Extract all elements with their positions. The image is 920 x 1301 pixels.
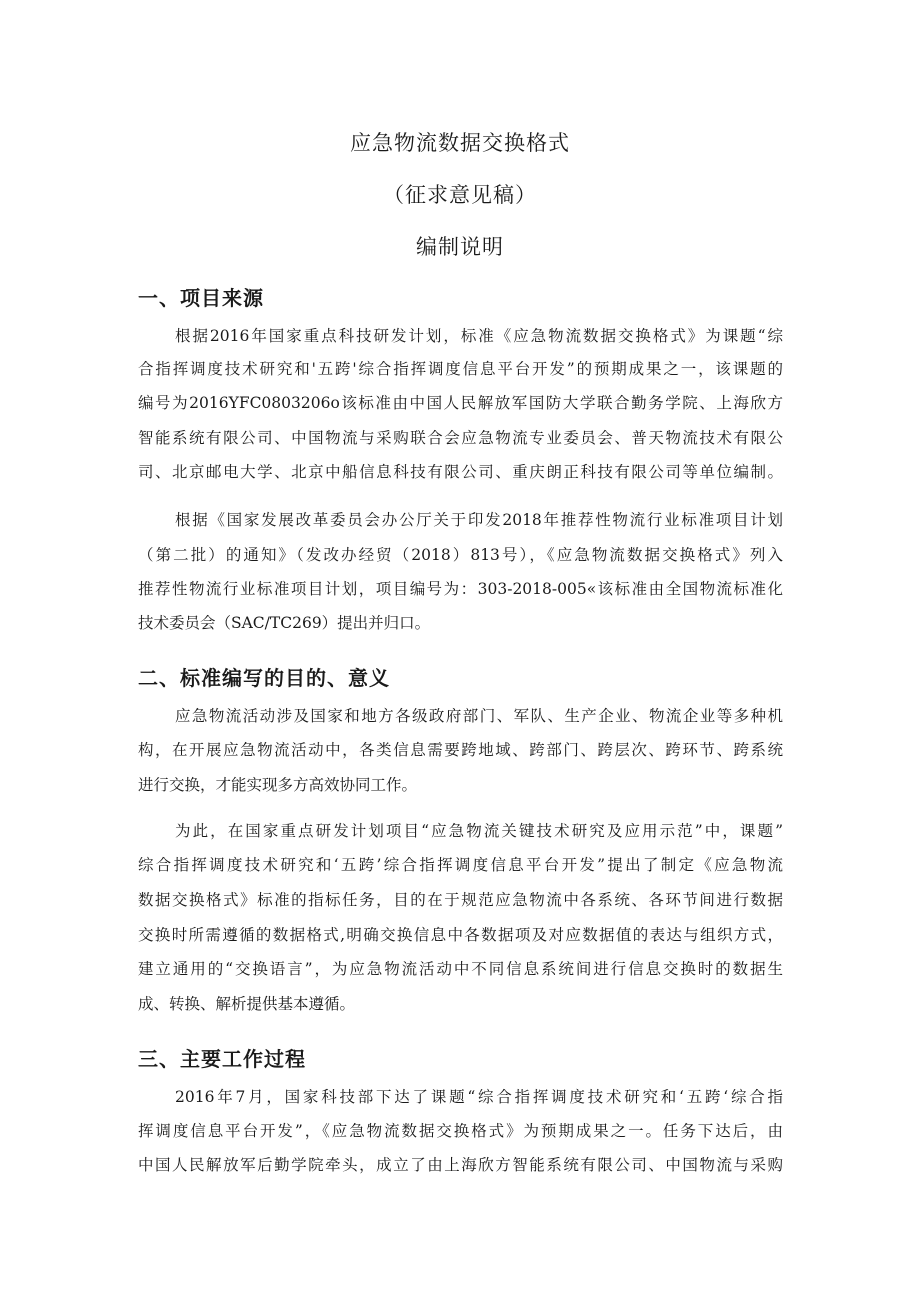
paragraph-line: 挥调度信息平台开发”，《应急物流数据交换格式》为预期成果之一。任务下达后，由 <box>138 1122 783 1140</box>
section-heading-3: 三、主要工作过程 <box>138 1047 306 1071</box>
paragraph-line: 构，在开展应急物流活动中，各类信息需要跨地域、跨部门、跨层次、跨环节、跨系统 <box>138 741 783 759</box>
paragraph-line: 进行交换，才能实现多方高效协同工作。 <box>138 776 418 794</box>
paragraph-line: 智能系统有限公司、中国物流与采购联合会应急物流专业委员会、普天物流技术有限公 <box>138 429 783 447</box>
paragraph-line: 根据《国家发展改革委员会办公厅关于印发2018年推荐性物流行业标准项目计划 <box>175 511 783 529</box>
paragraph-line: 中国人民解放军后勤学院牵头，成立了由上海欣方智能系统有限公司、中国物流与采购 <box>138 1156 783 1174</box>
paragraph-line: （第二批）的通知》（发改办经贸（2018）813号），《应急物流数据交换格式》列入 <box>138 546 783 564</box>
document-heading: 编制说明 <box>416 235 504 259</box>
document-subtitle: （征求意见稿） <box>383 183 537 207</box>
document-title: 应急物流数据交换格式 <box>350 131 570 155</box>
paragraph-line: 为此，在国家重点研发计划项目“应急物流关键技术研究及应用示范”中，课题” <box>175 822 783 840</box>
paragraph-line: 司、北京邮电大学、北京中船信息科技有限公司、重庆朗正科技有限公司等单位编制。 <box>138 463 783 481</box>
paragraph-line: 合指挥调度技术研究和'五跨'综合指挥调度信息平台开发”的预期成果之一，该课题的 <box>138 360 783 378</box>
paragraph-line: 推荐性物流行业标准项目计划，项目编号为：303-2018-005«该标准由全国物流标准化 <box>138 580 783 598</box>
paragraph-line: 2016年7月，国家科技部下达了课题“综合指挥调度技术研究和‘五跨‘综合指 <box>175 1088 783 1106</box>
paragraph-line: 数据交换格式》标准的指标任务，目的在于规范应急物流中各系统、各环节间进行数据 <box>138 891 783 909</box>
paragraph-line: 交换时所需遵循的数据格式,明确交换信息中各数据项及对应数据值的表达与组织方式， <box>138 926 783 944</box>
paragraph-line: 应急物流活动涉及国家和地方各级政府部门、军队、生产企业、物流企业等多种机 <box>175 707 783 725</box>
paragraph-line: 成、转换、解析提供基本遵循。 <box>138 995 356 1013</box>
paragraph-line: 技术委员会（SAC/TC269）提出并归口。 <box>138 614 431 632</box>
section-heading-2: 二、标准编写的目的、意义 <box>138 666 390 690</box>
paragraph-line: 编号为2016YFC0803206o该标准由中国人民解放军国防大学联合勤务学院、上海欣方 <box>138 394 783 412</box>
section-heading-1: 一、项目来源 <box>138 286 264 310</box>
paragraph-line: 综合指挥调度技术研究和‘五跨’综合指挥调度信息平台开发”提出了制定《应急物流 <box>138 856 783 874</box>
paragraph-line: 根据2016年国家重点科技研发计划，标准《应急物流数据交换格式》为课题“综 <box>175 327 783 345</box>
paragraph-line: 建立通用的“交换语言”，为应急物流活动中不同信息系统间进行信息交换时的数据生 <box>138 960 783 978</box>
